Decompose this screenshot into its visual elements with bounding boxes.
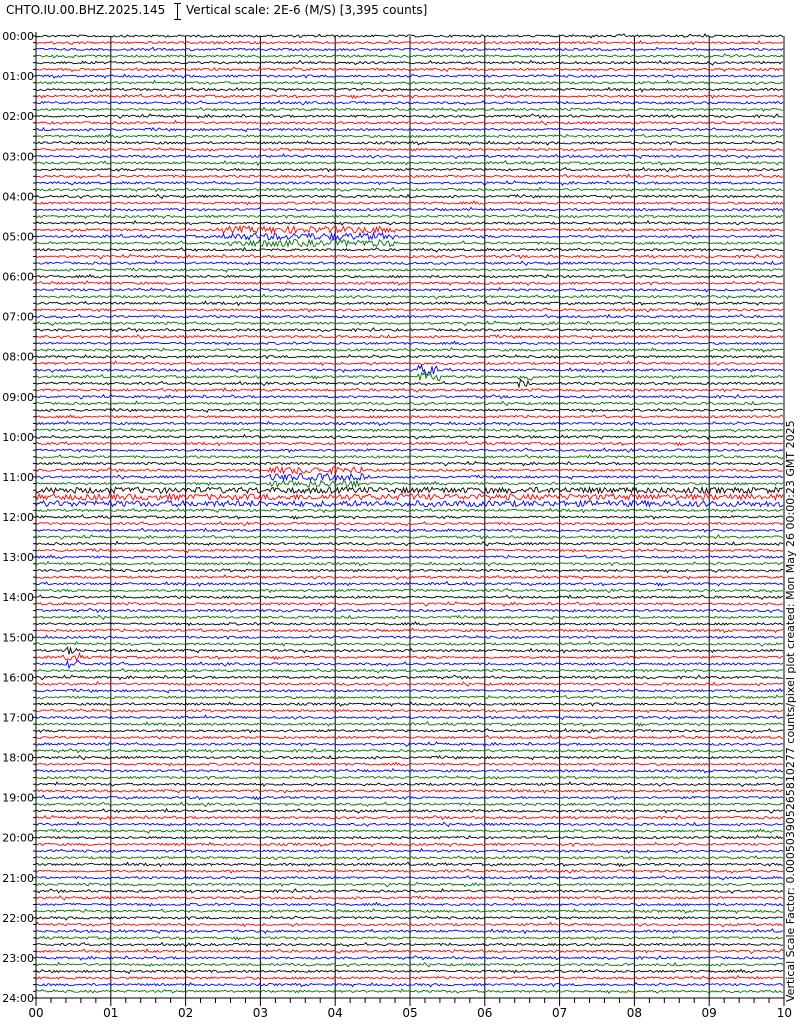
vertical-scale-label: Vertical scale: 2E-6 (M/S) [3,395 counts] (186, 3, 428, 17)
y-tick-label: 12:00 (2, 511, 34, 524)
y-tick-label: 18:00 (2, 751, 34, 765)
x-tick-label: 00 (28, 1006, 44, 1020)
y-tick-label: 24:00 (2, 992, 34, 1005)
x-tick-label: 02 (177, 1006, 194, 1020)
y-tick-label: 22:00 (2, 911, 34, 925)
y-tick-label: 14:00 (2, 591, 34, 605)
x-tick-label: 01 (103, 1006, 119, 1020)
y-tick-label: 21:00 (2, 871, 34, 885)
y-tick-label: 17:00 (2, 711, 34, 725)
x-tick-label: 06 (477, 1006, 493, 1020)
y-tick-label: 10:00 (2, 430, 34, 444)
y-tick-label: 00:00 (2, 30, 34, 43)
y-axis-hour-labels (2, 30, 34, 1005)
y-tick-label: 06:00 (2, 270, 34, 284)
x-tick-label: 07 (551, 1006, 568, 1020)
x-tick-label: 03 (252, 1006, 269, 1020)
x-axis-minute-labels (28, 1006, 792, 1020)
y-tick-label: 13:00 (2, 551, 34, 565)
y-tick-label: 02:00 (2, 110, 34, 124)
y-tick-label: 09:00 (2, 390, 34, 404)
x-tick-label: 09 (701, 1006, 717, 1020)
y-tick-label: 08:00 (2, 350, 34, 364)
x-tick-label: 04 (327, 1006, 343, 1020)
y-tick-label: 16:00 (2, 671, 34, 685)
y-tick-label: 04:00 (2, 190, 34, 204)
x-tick-label: 10 (776, 1006, 792, 1020)
y-tick-label: 23:00 (2, 951, 34, 965)
y-tick-label: 15:00 (2, 631, 34, 645)
station-label: CHTO.IU.00.BHZ.2025.145 (6, 3, 166, 17)
y-tick-label: 20:00 (2, 831, 34, 845)
x-tick-label: 08 (626, 1006, 643, 1020)
scale-factor-label: Vertical Scale Factor: 0.000503905265810277 counts/pixel plot created: Mon May 26 00:00:23 GMT 2025 (784, 420, 797, 1002)
x-tick-label: 05 (402, 1006, 418, 1020)
axes (33, 32, 784, 1006)
y-tick-label: 03:00 (2, 150, 34, 164)
y-tick-label: 01:00 (2, 70, 34, 84)
y-tick-label: 19:00 (2, 791, 34, 805)
y-tick-label: 05:00 (2, 230, 34, 244)
y-tick-label: 11:00 (2, 470, 34, 484)
y-tick-label: 07:00 (2, 310, 34, 324)
